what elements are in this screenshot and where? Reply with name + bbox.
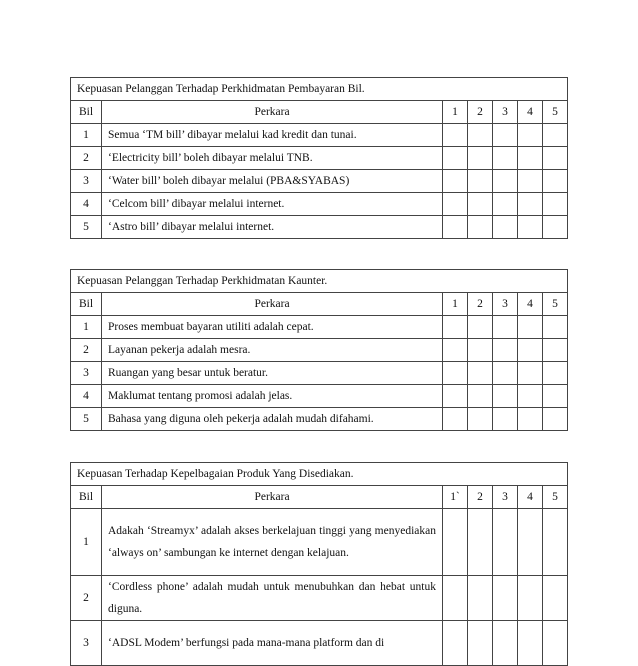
- bil-header: Bil: [71, 101, 102, 124]
- rating-cell-1[interactable]: [443, 124, 468, 147]
- scale-4-header: 4: [518, 101, 543, 124]
- rating-cell-5[interactable]: [543, 385, 568, 408]
- table-row: [71, 339, 568, 362]
- rating-cell-4[interactable]: [518, 193, 543, 216]
- rating-cell-4[interactable]: [518, 170, 543, 193]
- rating-cell-5[interactable]: [543, 362, 568, 385]
- rating-cell-3[interactable]: [493, 362, 518, 385]
- rating-cell-1[interactable]: [443, 408, 468, 431]
- bil-header: Bil: [71, 293, 102, 316]
- rating-cell-4[interactable]: [518, 147, 543, 170]
- rating-cell-1[interactable]: [443, 316, 468, 339]
- item-text: Maklumat tentang promosi adalah jelas.: [102, 385, 443, 408]
- item-text: Ruangan yang besar untuk beratur.: [102, 362, 443, 385]
- table-row: [71, 385, 568, 408]
- scale-2-header: 2: [468, 101, 493, 124]
- item-text: ‘Electricity bill’ boleh dibayar melalui TNB.: [102, 147, 443, 170]
- rating-cell-1[interactable]: [443, 147, 468, 170]
- scale-1-header: 1: [443, 293, 468, 316]
- item-text: Bahasa yang diguna oleh pekerja adalah mudah difahami.: [102, 408, 443, 431]
- table-row: [71, 509, 568, 576]
- rating-cell-5[interactable]: [543, 339, 568, 362]
- rating-cell-1[interactable]: [443, 170, 468, 193]
- rating-cell-4[interactable]: [518, 316, 543, 339]
- header-row: [71, 486, 568, 509]
- rating-cell-5[interactable]: [543, 621, 568, 666]
- rating-cell-3[interactable]: [493, 170, 518, 193]
- item-text: Semua ‘TM bill’ dibayar melalui kad kredit dan tunai.: [102, 124, 443, 147]
- item-text: ‘Cordless phone’ adalah mudah untuk menubuhkan dan hebat untuk diguna.: [102, 576, 443, 621]
- table-row: [71, 216, 568, 239]
- item-text: Proses membuat bayaran utiliti adalah cepat.: [102, 316, 443, 339]
- rating-cell-3[interactable]: [493, 124, 518, 147]
- item-number: 3: [71, 621, 102, 666]
- rating-cell-5[interactable]: [543, 147, 568, 170]
- scale-3-header: 3: [493, 293, 518, 316]
- rating-cell-5[interactable]: [543, 124, 568, 147]
- rating-cell-2[interactable]: [468, 621, 493, 666]
- rating-cell-4[interactable]: [518, 576, 543, 621]
- item-text: Adakah ‘Streamyx’ adalah akses berkelajuan tinggi yang menyediakan ‘always on’ sambungan ke internet dengan kelajuan.: [102, 509, 443, 576]
- item-text: ‘Celcom bill’ dibayar melalui internet.: [102, 193, 443, 216]
- scale-1-header: 1`: [443, 486, 468, 509]
- rating-cell-2[interactable]: [468, 193, 493, 216]
- scale-5-header: 5: [543, 101, 568, 124]
- rating-cell-2[interactable]: [468, 170, 493, 193]
- item-number: 5: [71, 408, 102, 431]
- perkara-header: Perkara: [102, 101, 443, 124]
- scale-3-header: 3: [493, 101, 518, 124]
- rating-cell-1[interactable]: [443, 193, 468, 216]
- rating-cell-1[interactable]: [443, 362, 468, 385]
- item-number: 4: [71, 193, 102, 216]
- rating-cell-1[interactable]: [443, 621, 468, 666]
- rating-cell-4[interactable]: [518, 216, 543, 239]
- scale-2-header: 2: [468, 486, 493, 509]
- table-row: [71, 147, 568, 170]
- scale-5-header: 5: [543, 293, 568, 316]
- item-number: 2: [71, 576, 102, 621]
- rating-cell-1[interactable]: [443, 509, 468, 576]
- rating-cell-4[interactable]: [518, 124, 543, 147]
- rating-cell-4[interactable]: [518, 509, 543, 576]
- table-row: [71, 362, 568, 385]
- item-number: 2: [71, 147, 102, 170]
- rating-cell-3[interactable]: [493, 385, 518, 408]
- rating-cell-5[interactable]: [543, 509, 568, 576]
- item-text: ‘Astro bill’ dibayar melalui internet.: [102, 216, 443, 239]
- item-number: 5: [71, 216, 102, 239]
- table-row: [71, 408, 568, 431]
- item-number: 1: [71, 509, 102, 576]
- section-bill-payment-table: [70, 77, 568, 239]
- table-row: [71, 316, 568, 339]
- section-title: Kepuasan Terhadap Kepelbagaian Produk Yang Disediakan.: [71, 463, 568, 486]
- section-counter-service-table: [70, 269, 568, 431]
- rating-cell-2[interactable]: [468, 147, 493, 170]
- rating-cell-3[interactable]: [493, 216, 518, 239]
- table-row: [71, 576, 568, 621]
- rating-cell-3[interactable]: [493, 339, 518, 362]
- item-number: 4: [71, 385, 102, 408]
- table-row: [71, 124, 568, 147]
- scale-1-header: 1: [443, 101, 468, 124]
- perkara-header: Perkara: [102, 486, 443, 509]
- rating-cell-2[interactable]: [468, 408, 493, 431]
- rating-cell-3[interactable]: [493, 193, 518, 216]
- header-row: [71, 293, 568, 316]
- perkara-header: Perkara: [102, 293, 443, 316]
- rating-cell-3[interactable]: [493, 147, 518, 170]
- rating-cell-2[interactable]: [468, 576, 493, 621]
- rating-cell-5[interactable]: [543, 216, 568, 239]
- rating-cell-3[interactable]: [493, 621, 518, 666]
- rating-cell-5[interactable]: [543, 170, 568, 193]
- rating-cell-5[interactable]: [543, 408, 568, 431]
- item-text: ‘Water bill’ boleh dibayar melalui (PBA&SYABAS): [102, 170, 443, 193]
- rating-cell-2[interactable]: [468, 509, 493, 576]
- rating-cell-1[interactable]: [443, 339, 468, 362]
- rating-cell-5[interactable]: [543, 193, 568, 216]
- rating-cell-5[interactable]: [543, 576, 568, 621]
- item-number: 3: [71, 170, 102, 193]
- item-number: 1: [71, 124, 102, 147]
- scale-2-header: 2: [468, 293, 493, 316]
- table-row: [71, 621, 568, 666]
- rating-cell-3[interactable]: [493, 576, 518, 621]
- rating-cell-2[interactable]: [468, 316, 493, 339]
- item-number: 2: [71, 339, 102, 362]
- rating-cell-2[interactable]: [468, 216, 493, 239]
- rating-cell-4[interactable]: [518, 408, 543, 431]
- item-text: Layanan pekerja adalah mesra.: [102, 339, 443, 362]
- rating-cell-4[interactable]: [518, 385, 543, 408]
- rating-cell-3[interactable]: [493, 316, 518, 339]
- bil-header: Bil: [71, 486, 102, 509]
- section-title: Kepuasan Pelanggan Terhadap Perkhidmatan Kaunter.: [71, 270, 568, 293]
- scale-3-header: 3: [493, 486, 518, 509]
- item-number: 1: [71, 316, 102, 339]
- section-product-variety-table: [70, 462, 568, 666]
- rating-cell-2[interactable]: [468, 339, 493, 362]
- rating-cell-1[interactable]: [443, 385, 468, 408]
- rating-cell-2[interactable]: [468, 385, 493, 408]
- table-row: [71, 193, 568, 216]
- rating-cell-1[interactable]: [443, 576, 468, 621]
- rating-cell-3[interactable]: [493, 509, 518, 576]
- rating-cell-1[interactable]: [443, 216, 468, 239]
- table-row: [71, 170, 568, 193]
- item-text: ‘ADSL Modem’ berfungsi pada mana-mana platform dan di: [102, 621, 443, 666]
- header-row: [71, 101, 568, 124]
- rating-cell-2[interactable]: [468, 124, 493, 147]
- section-title: Kepuasan Pelanggan Terhadap Perkhidmatan Pembayaran Bil.: [71, 78, 568, 101]
- rating-cell-4[interactable]: [518, 339, 543, 362]
- scale-4-header: 4: [518, 293, 543, 316]
- rating-cell-4[interactable]: [518, 621, 543, 666]
- scale-5-header: 5: [543, 486, 568, 509]
- rating-cell-3[interactable]: [493, 408, 518, 431]
- rating-cell-2[interactable]: [468, 362, 493, 385]
- item-number: 3: [71, 362, 102, 385]
- scale-4-header: 4: [518, 486, 543, 509]
- rating-cell-5[interactable]: [543, 316, 568, 339]
- rating-cell-4[interactable]: [518, 362, 543, 385]
